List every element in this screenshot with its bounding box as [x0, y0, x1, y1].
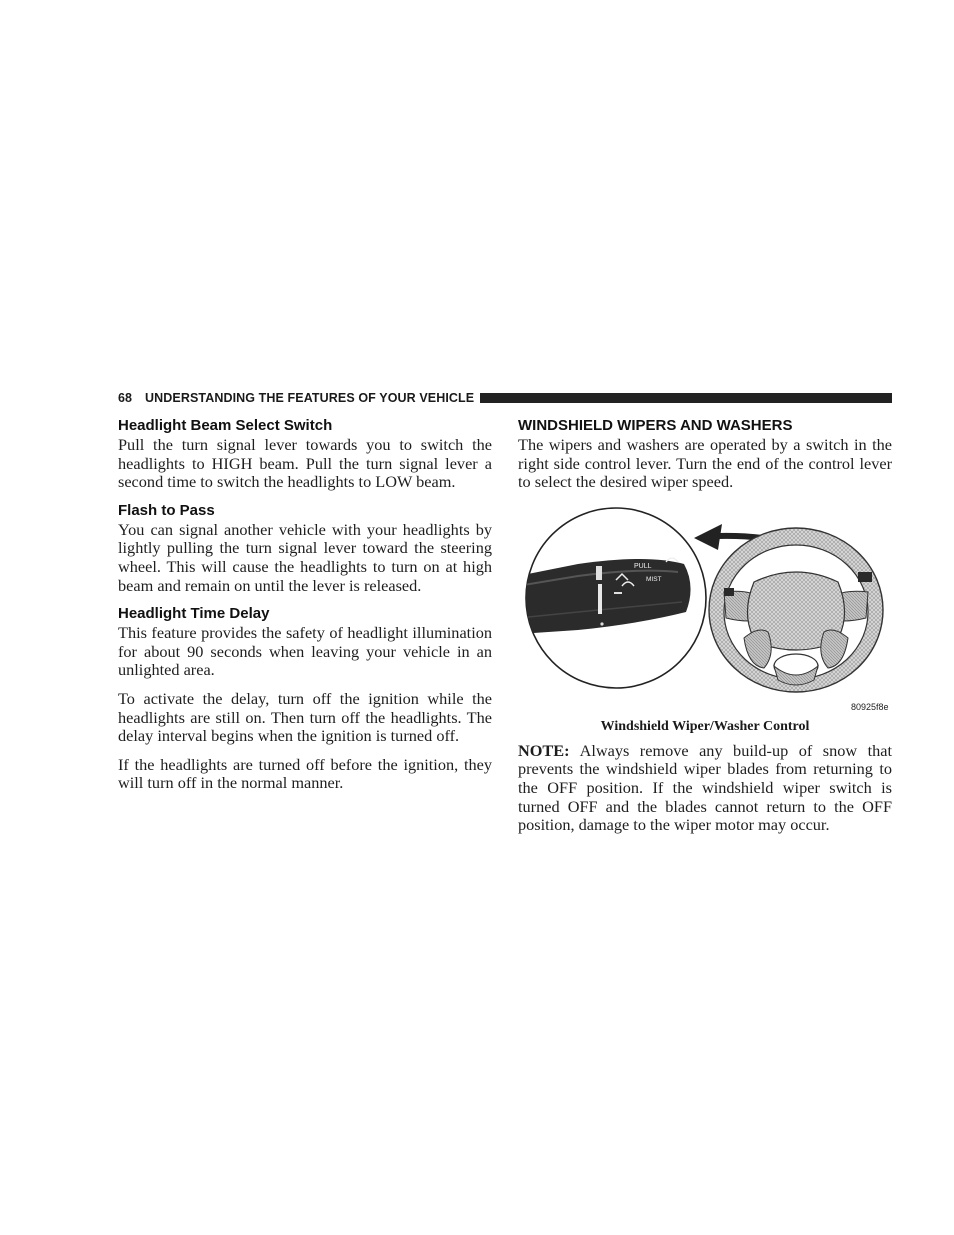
paragraph-wipers-intro: The wipers and washers are operated by a switch in the right side control lever. Turn the end of the control lever to select the desired wiper speed.	[518, 435, 892, 492]
page-number: 68	[118, 391, 133, 405]
paragraph-time-delay-1: This feature provides the safety of headlight illumination for about 90 seconds when leaving your vehicle in an unlighted area.	[118, 623, 492, 680]
paragraph-flash-to-pass: You can signal another vehicle with your headlights by lightly pulling the turn signal lever toward the steering wheel. This will cause the headlights to turn on at high beam and remain on until the lever is released.	[118, 519, 492, 595]
right-column	[518, 416, 892, 835]
paragraph-time-delay-2: To activate the delay, turn off the ignition while the headlights are still on. Then turn off the headlights. The delay interval begins when the ignition is turned off.	[118, 688, 492, 746]
figure-caption: Windshield Wiper/Washer Control	[600, 718, 810, 734]
wiper-control-illustration	[518, 506, 892, 716]
mist-label: MIST	[646, 575, 662, 583]
page-header	[118, 389, 892, 407]
section-title: UNDERSTANDING THE FEATURES OF YOUR VEHICLE	[145, 391, 475, 405]
header-rule	[480, 393, 892, 403]
pull-label: PULL	[634, 562, 652, 570]
paragraph-beam-select: Pull the turn signal lever towards you to switch the headlights to HIGH beam. Pull the turn signal lever a second time to switch the headlights to LOW beam.	[118, 435, 492, 492]
heading-headlight-time-delay: Headlight Time Delay	[118, 605, 270, 623]
stalk-closeup	[518, 508, 706, 688]
note-text: Always remove any build-up of snow that prevents the windshield wiper blades from returning to the OFF position. If the windshield wiper switch is turned OFF and the blades cannot return to the OFF position, damage to the wiper motor may occur.	[518, 740, 892, 835]
steering-wheel	[709, 528, 883, 692]
paragraph-time-delay-3: If the headlights are turned off before the ignition, they will turn off in the normal manner.	[118, 754, 492, 793]
wiper-illustration-svg	[518, 506, 892, 716]
left-column	[118, 416, 492, 793]
heading-flash-to-pass: Flash to Pass	[118, 501, 215, 519]
heading-headlight-beam-select: Headlight Beam Select Switch	[118, 417, 333, 434]
note-paragraph	[518, 742, 892, 835]
figure-code: 80925f8e	[851, 701, 889, 712]
note-label: NOTE:	[518, 740, 570, 760]
heading-windshield-wipers: WINDSHIELD WIPERS AND WASHERS	[518, 417, 793, 434]
